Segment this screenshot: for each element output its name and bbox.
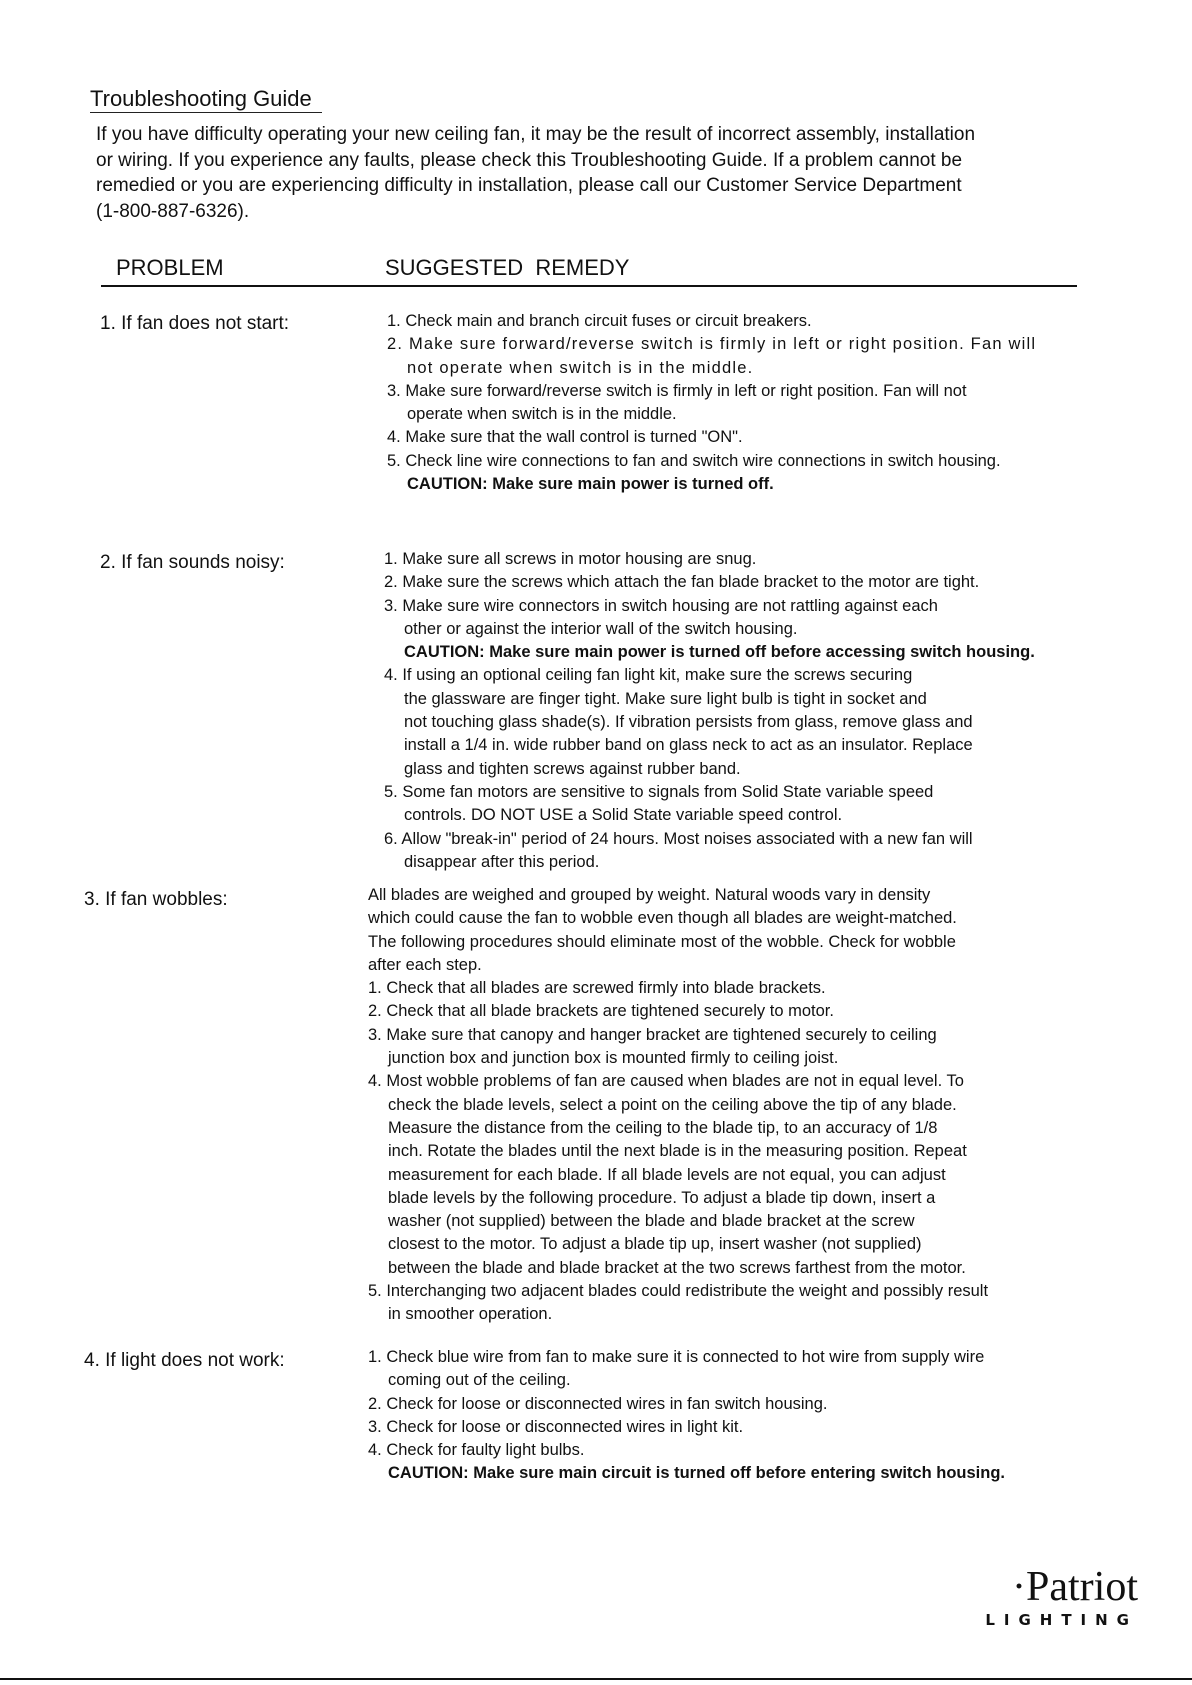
- caution-note: CAUTION: Make sure main circuit is turned off before entering switch housing.: [388, 1464, 1005, 1483]
- remedy-fan-wobbles: [368, 884, 988, 1327]
- remedy-line: 5. Interchanging two adjacent blades could redistribute the weight and possibly result: [368, 1282, 989, 1301]
- remedy-line: 3. Check for loose or disconnected wires in light kit.: [368, 1417, 744, 1436]
- caution-note: CAUTION: Make sure main power is turned off before accessing switch housing.: [404, 643, 1035, 662]
- intro-line: remedied or you are experiencing difficulty in installation, please call our Customer Service Department: [96, 175, 962, 196]
- remedy-line: 1. Check blue wire from fan to make sure it is connected to hot wire from supply wire: [368, 1348, 985, 1366]
- logo-name: Patriot: [1026, 1564, 1138, 1610]
- remedy-line: closest to the motor. To adjust a blade tip up, insert washer (not supplied): [388, 1235, 922, 1254]
- intro-line: (1-800-887-6326).: [96, 200, 250, 222]
- remedy-line: 5. Check line wire connections to fan and switch wire connections in switch housing.: [387, 451, 1001, 470]
- remedy-line: blade levels by the following procedure. To adjust a blade tip down, insert a: [388, 1188, 936, 1207]
- remedy-line: 2. Make sure the screws which attach the fan blade bracket to the motor are tight.: [384, 573, 980, 592]
- problem-column-header: PROBLEM: [116, 255, 224, 280]
- remedy-line: check the blade levels, select a point on the ceiling above the tip of any blade.: [388, 1095, 957, 1114]
- remedy-line: 1. Make sure all screws in motor housing are snug.: [384, 550, 757, 568]
- remedy-line: glass and tighten screws against rubber band.: [404, 759, 741, 778]
- remedy-line: 1. Check that all blades are screwed firmly into blade brackets.: [368, 979, 826, 998]
- problem-fan-not-start: 1. If fan does not start:: [100, 313, 290, 334]
- intro-paragraph: [96, 122, 1096, 224]
- problem-light-not-work: 4. If light does not work:: [84, 1350, 285, 1371]
- remedy-line: 4. Make sure that the wall control is turned "ON".: [387, 428, 743, 447]
- page-title: Troubleshooting Guide: [90, 86, 322, 113]
- remedy-line: 6. Allow "break-in" period of 24 hours. Most noises associated with a new fan will: [384, 829, 973, 848]
- remedy-line: not touching glass shade(s). If vibration persists from glass, remove glass and: [404, 713, 973, 732]
- remedy-line: The following procedures should eliminate most of the wobble. Check for wobble: [368, 932, 956, 951]
- problem-fan-wobbles: 3. If fan wobbles:: [84, 889, 228, 910]
- remedy-line: disappear after this period.: [404, 852, 600, 871]
- intro-line: If you have difficulty operating your new ceiling fan, it may be the result of incorrect assembly, installation: [96, 124, 976, 145]
- remedy-light-not-work: [368, 1346, 1005, 1486]
- brand-logo: [958, 1565, 1138, 1635]
- remedy-line: 2. Make sure forward/reverse switch is firmly in left or right position. Fan will: [387, 335, 1037, 354]
- remedy-line: between the blade and blade bracket at the two screws farthest from the motor.: [388, 1258, 966, 1277]
- remedy-line: 3. Make sure forward/reverse switch is firmly in left or right position. Fan will not: [387, 381, 967, 400]
- remedy-line: install a 1/4 in. wide rubber band on glass neck to act as an insulator. Replace: [404, 736, 973, 755]
- remedy-line: washer (not supplied) between the blade and blade bracket at the screw: [388, 1212, 915, 1231]
- remedy-column-header: SUGGESTED REMEDY: [385, 255, 630, 280]
- remedy-line: 2. Check for loose or disconnected wires in fan switch housing.: [368, 1394, 828, 1413]
- remedy-line: Measure the distance from the ceiling to the blade tip, to an accuracy of 1/8: [388, 1118, 938, 1137]
- logo-wordmark: ·Patriot: [1012, 1564, 1138, 1610]
- remedy-line: operate when switch is in the middle.: [407, 405, 677, 424]
- remedy-line: 3. Make sure wire connectors in switch housing are not rattling against each: [384, 596, 938, 615]
- remedy-line: 2. Check that all blade brackets are tightened securely to motor.: [368, 1002, 834, 1021]
- remedy-fan-not-start: [387, 310, 1036, 496]
- remedy-line: in smoother operation.: [388, 1305, 553, 1324]
- remedy-line: after each step.: [368, 955, 482, 974]
- remedy-line: controls. DO NOT USE a Solid State variable speed control.: [404, 806, 843, 825]
- remedy-line: All blades are weighed and grouped by weight. Natural woods vary in density: [368, 886, 931, 904]
- remedy-line: 4. Check for faulty light bulbs.: [368, 1441, 585, 1460]
- header-divider: [101, 285, 1077, 287]
- remedy-line: which could cause the fan to wobble even though all blades are weight-matched.: [368, 909, 957, 928]
- remedy-line: 1. Check main and branch circuit fuses or circuit breakers.: [387, 312, 812, 330]
- remedy-line: 5. Some fan motors are sensitive to signals from Solid State variable speed: [384, 782, 934, 801]
- logo-tagline: LIGHTING: [985, 1611, 1138, 1629]
- remedy-line: 3. Make sure that canopy and hanger bracket are tightened securely to ceiling: [368, 1025, 937, 1044]
- remedy-line: junction box and junction box is mounted firmly to ceiling joist.: [388, 1049, 839, 1068]
- remedy-line: 4. Most wobble problems of fan are caused when blades are not in equal level. To: [368, 1072, 964, 1091]
- remedy-line: measurement for each blade. If all blade levels are not equal, you can adjust: [388, 1165, 946, 1184]
- remedy-line: coming out of the ceiling.: [388, 1371, 571, 1390]
- caution-note: CAUTION: Make sure main power is turned off.: [407, 475, 774, 494]
- problem-fan-noisy: 2. If fan sounds noisy:: [100, 552, 285, 573]
- page-bottom-rule: [0, 1678, 1192, 1680]
- remedy-line: not operate when switch is in the middle.: [407, 358, 754, 377]
- remedy-fan-noisy: [384, 548, 1035, 874]
- remedy-line: other or against the interior wall of the switch housing.: [404, 619, 798, 638]
- remedy-line: 4. If using an optional ceiling fan light kit, make sure the screws securing: [384, 666, 913, 685]
- intro-line: or wiring. If you experience any faults, please check this Troubleshooting Guide. If a problem cannot be: [96, 149, 963, 171]
- remedy-line: inch. Rotate the blades until the next blade is in the measuring position. Repeat: [388, 1142, 967, 1161]
- remedy-line: the glassware are finger tight. Make sure light bulb is tight in socket and: [404, 689, 927, 708]
